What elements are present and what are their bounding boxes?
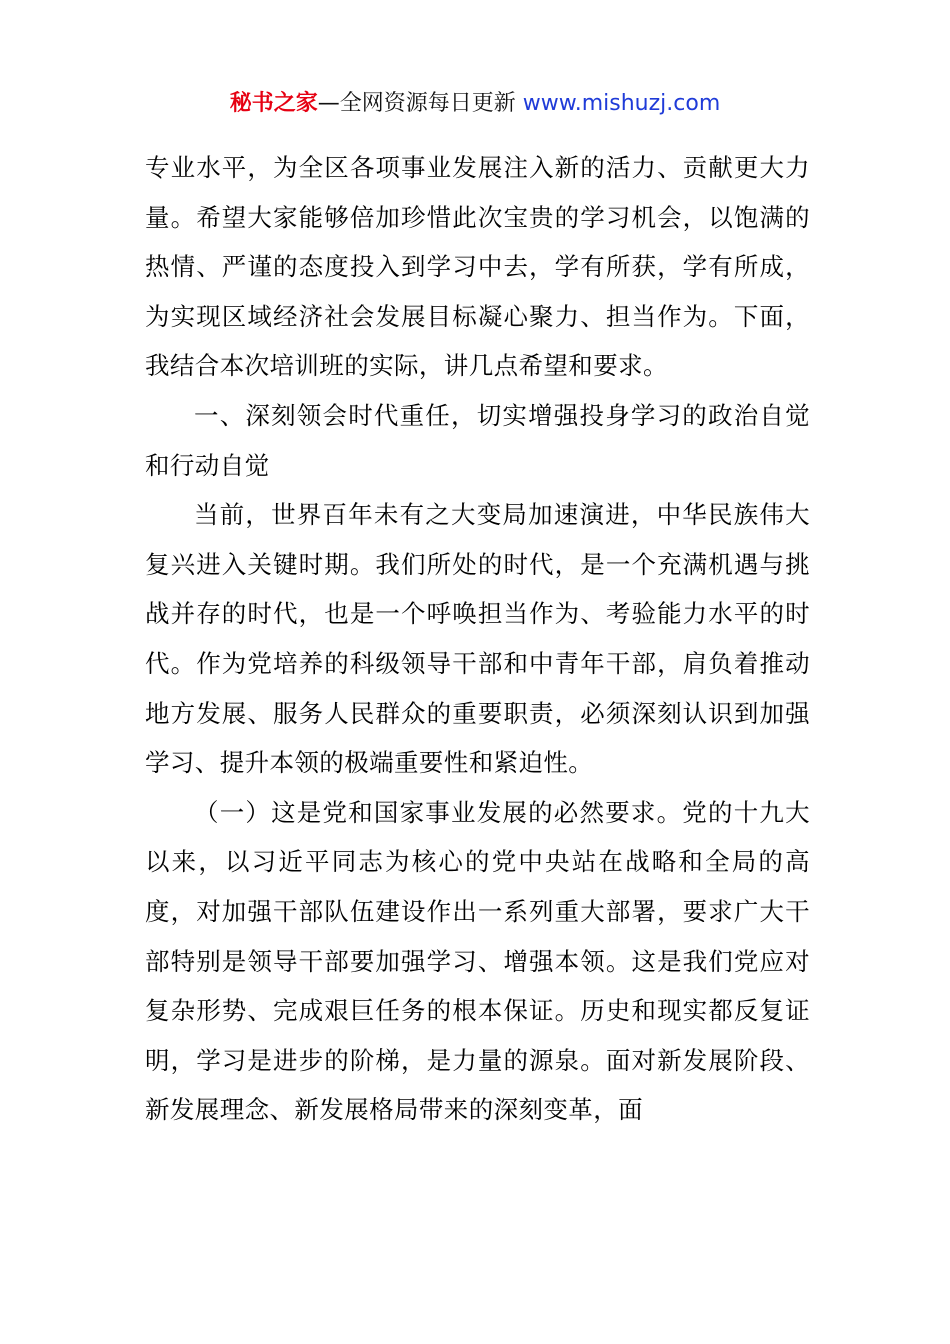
section-heading: 一、深刻领会时代重任，切实增强投身学习的政治自觉和行动自觉 (145, 400, 810, 480)
paragraph-intro: 专业水平，为全区各项事业发展注入新的活力、贡献更大力量。希望大家能够倍加珍惜此次宝贵的学习机会，以饱满的热情、严谨的态度投入到学习中去，学有所获，学有所成，为实现区域经济社会发展目标凝心聚力、担当作为。下面，我结合本次培训班的实际，讲几点希望和要求。 (145, 153, 810, 381)
paragraph-point-one: （一）这是党和国家事业发展的必然要求。党的十九大以来，以习近平同志为核心的党中央站在战略和全局的高度，对加强干部队伍建设作出一系列重大部署，要求广大干部特别是领导干部要加强学习、增强本领。这是我们党应对复杂形势、完成艰巨任务的根本保证。历史和现实都反复证明，学习是进步的阶梯，是力量的源泉。面对新发展阶段、新发展理念、新发展格局带来的深刻变革，面 (145, 797, 810, 1125)
paragraph-context: 当前，世界百年未有之大变局加速演进，中华民族伟大复兴进入关键时期。我们所处的时代，是一个充满机遇与挑战并存的时代，也是一个呼唤担当作为、考验能力水平的时代。作为党培养的科级领导干部和中青年干部，肩负着推动地方发展、服务人民群众的重要职责，必须深刻认识到加强学习、提升本领的极端重要性和紧迫性。 (145, 500, 810, 778)
header-brand: 秘书之家 (229, 91, 318, 116)
header-url-link[interactable]: www.mishuzj.com (522, 91, 721, 116)
header-tagline: —全网资源每日更新 (317, 91, 523, 116)
document-body (145, 143, 810, 1135)
page-header (0, 88, 950, 120)
